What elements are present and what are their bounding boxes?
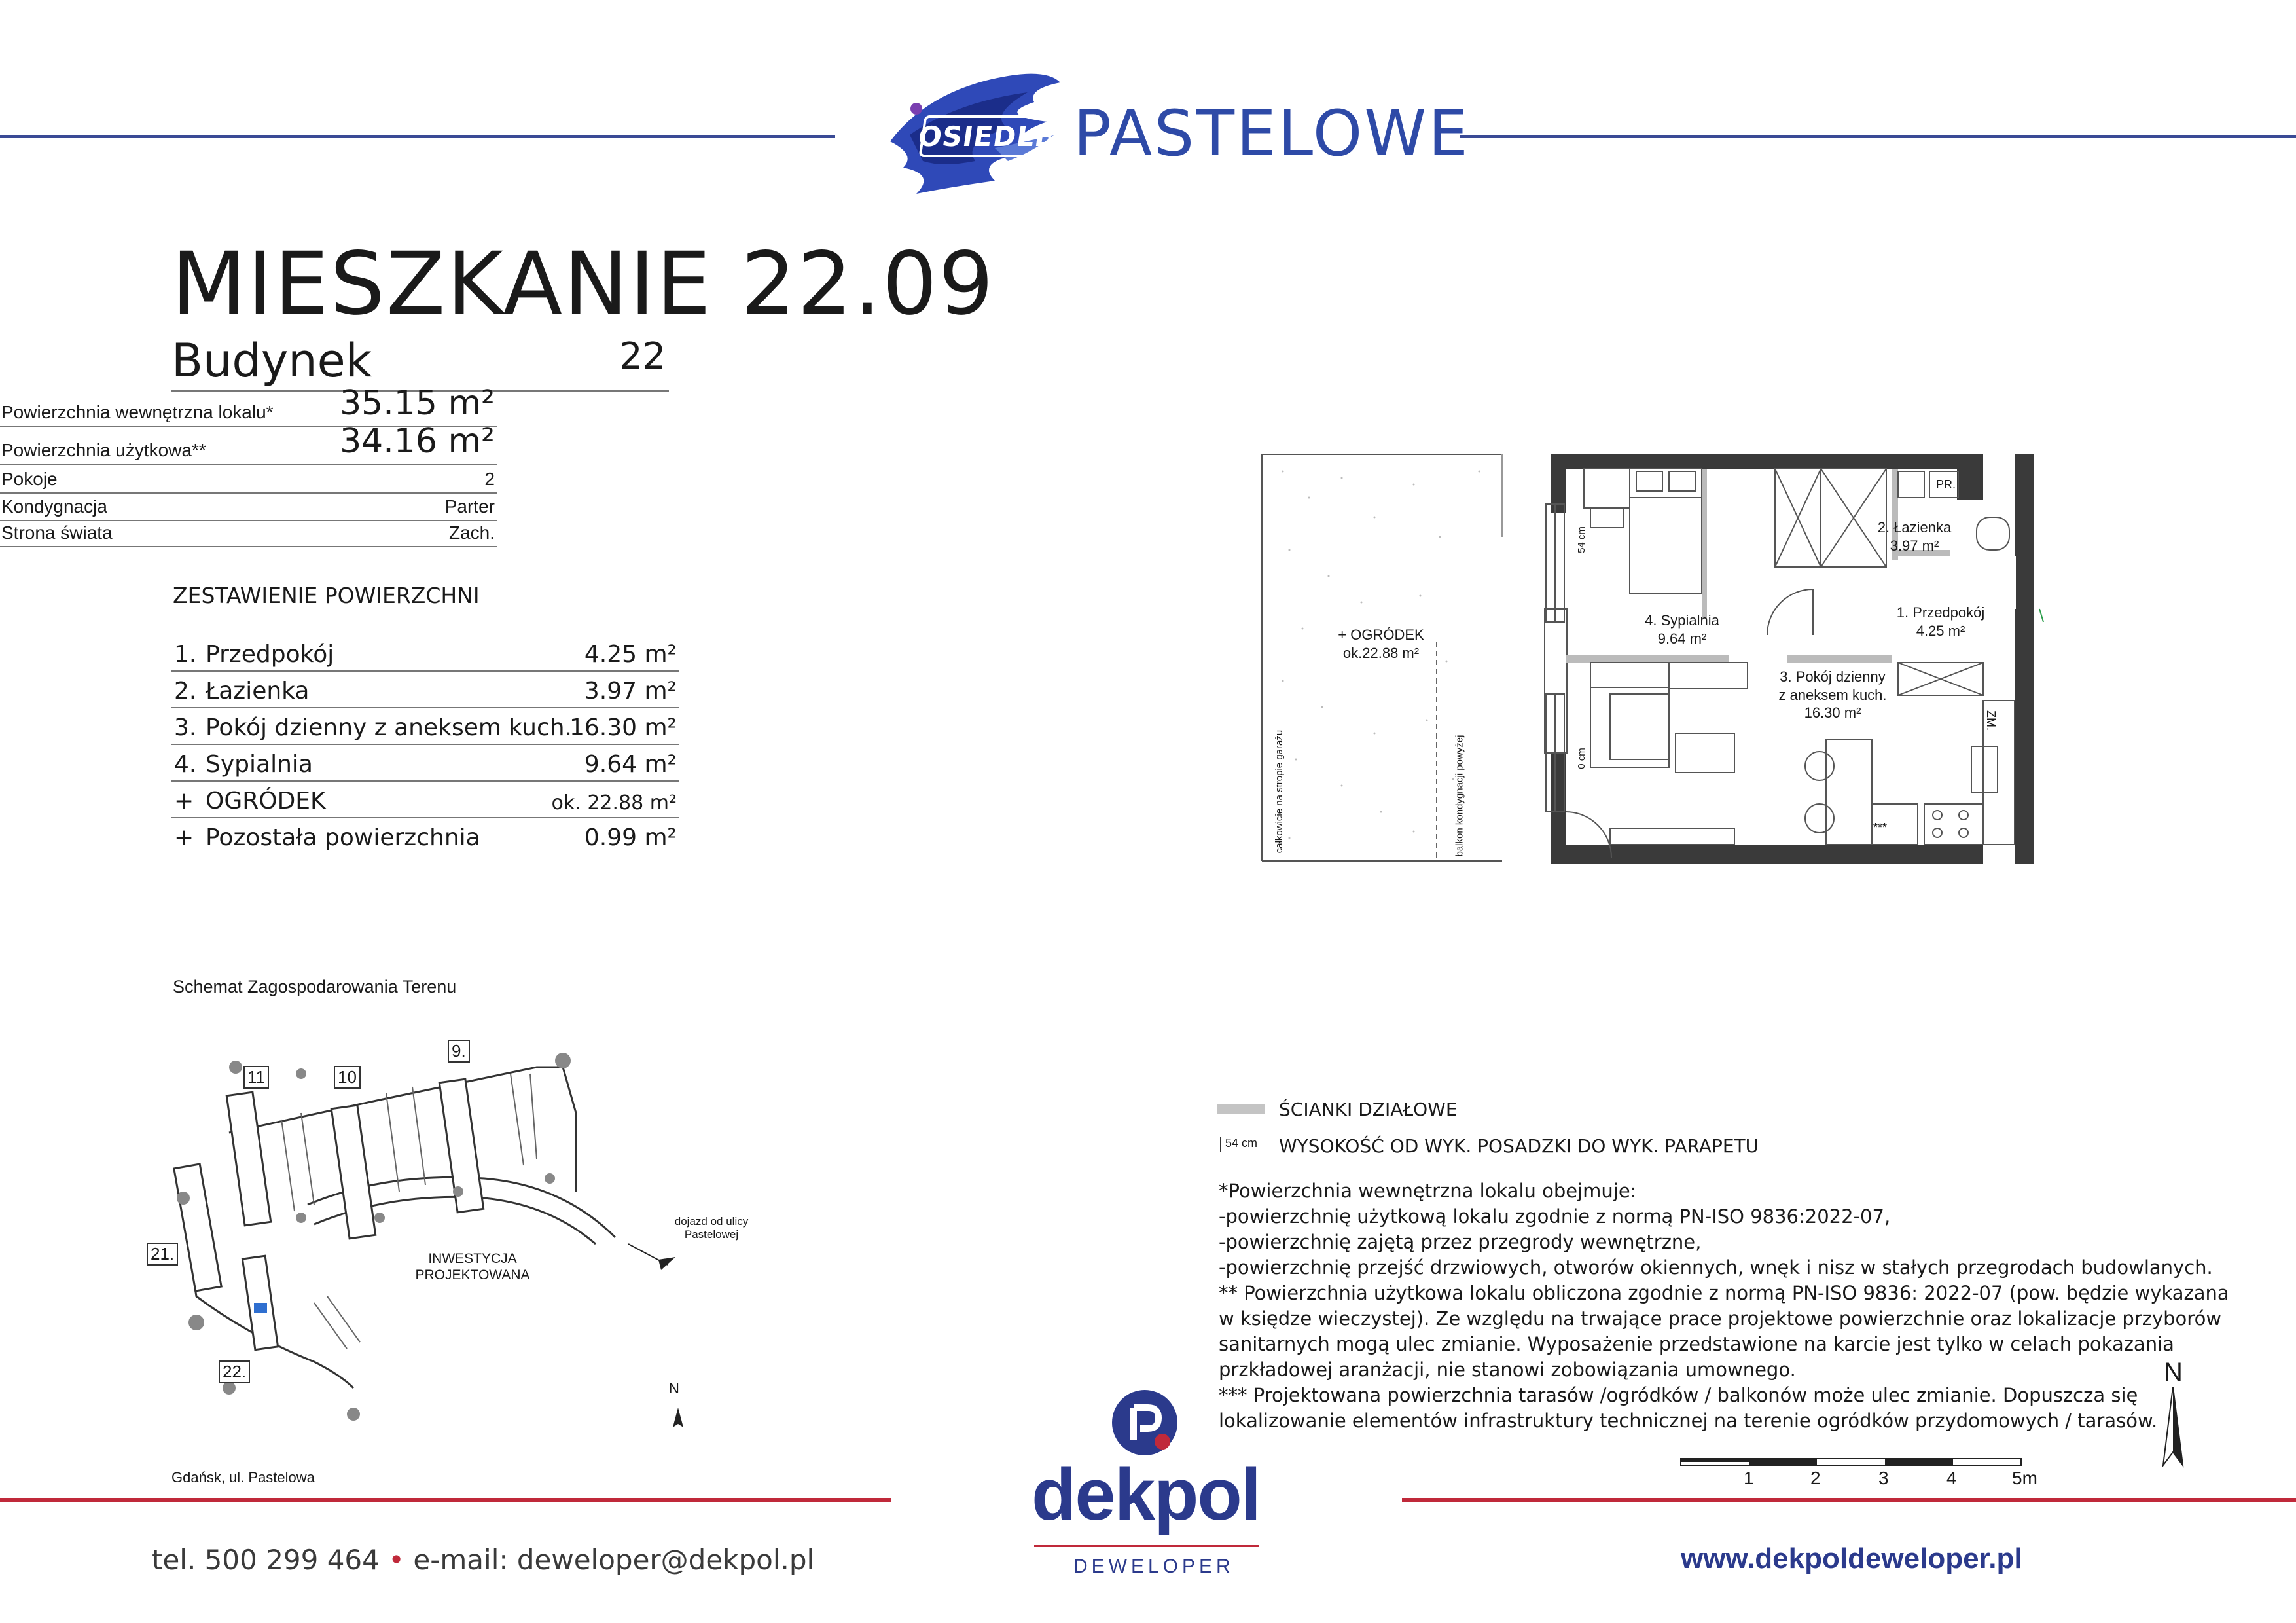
building-label: Budynek <box>171 334 372 388</box>
room-sypialnia-label <box>1630 611 1734 647</box>
area-name: OGRÓDEK <box>206 788 326 814</box>
separator-dot-icon: • <box>388 1544 405 1576</box>
garden-area: ok.22.88 m² <box>1342 644 1420 661</box>
area-name: Przedpokój <box>206 641 334 668</box>
header-rule-left <box>0 135 835 138</box>
website-link[interactable]: www.dekpoldeweloper.pl <box>1681 1542 2022 1575</box>
room-pokoj-name-2: z aneksem kuch. <box>1778 686 1887 703</box>
note-line: *Powierzchnia wewnętrzna lokalu obejmuje: <box>1219 1180 1637 1202</box>
footnotes <box>1219 1178 2229 1434</box>
area-num: 3. <box>174 714 197 741</box>
info-label: Kondygnacja <box>1 496 107 517</box>
note-line: ** Powierzchnia użytkowa lokalu obliczona zgodnie z normą PN-ISO 9836: 2022-07 (pow. będzie wykazana <box>1219 1282 2229 1304</box>
area-name: Pokój dzienny z aneksem kuch. <box>206 714 573 741</box>
triple-star: *** <box>1873 821 1888 834</box>
legend-sill: WYSOKOŚĆ OD WYK. POSADZKI DO WYK. PARAPETU <box>1279 1135 1759 1157</box>
area-value: 0.99 m² <box>584 824 677 851</box>
dekpol-logo-icon <box>1110 1388 1179 1457</box>
note-line: lokalizowanie elementów infrastruktury technicznej na terenie ogródków przydomowych / tarasów. <box>1219 1410 2158 1432</box>
site-building-label: 11 <box>243 1066 269 1089</box>
room-sypialnia-area: 9.64 m² <box>1657 630 1707 647</box>
north-arrow-icon <box>2153 1387 2193 1472</box>
apartment-walls <box>1545 454 2034 864</box>
room-przedpokoj-label <box>1892 604 1990 640</box>
area-value: 9.64 m² <box>584 751 677 778</box>
footer-rule-left <box>0 1498 891 1502</box>
note-line: -powierzchnię przejść drzwiowych, otworów okiennych, wnęk i nisz w stałych przegrodach budowlanych. <box>1219 1256 2213 1279</box>
area-name: Łazienka <box>206 678 310 704</box>
note-line: sanitarnych mogą ulec zmianie. Wyposażenie przedstawione na karcie jest tylko w celach pokazania <box>1219 1333 2174 1355</box>
site-building-label: 9. <box>448 1040 470 1063</box>
contact-line <box>152 1544 814 1576</box>
legend-sill-icon <box>1220 1137 1221 1152</box>
area-name: Sypialnia <box>206 751 313 778</box>
area-row <box>171 708 679 745</box>
info-value: Zach. <box>448 522 495 543</box>
info-value: 34.16 m² <box>340 422 495 461</box>
info-label: Pokoje <box>1 469 58 489</box>
info-row <box>0 422 497 465</box>
scale-tick: 5m <box>2012 1468 2037 1488</box>
area-num: 2. <box>174 678 197 704</box>
header-rule-right <box>1460 135 2296 138</box>
site-building-label: 10 <box>334 1066 361 1089</box>
info-label: Powierzchnia użytkowa** <box>1 440 206 460</box>
scale-bar <box>1679 1456 2046 1469</box>
area-name: Pozostała powierzchnia <box>206 824 480 851</box>
legend-walls: ŚCIANKI DZIAŁOWE <box>1279 1099 1458 1120</box>
site-plan-title: Schemat Zagospodarowania Terenu <box>173 977 457 996</box>
site-north-label: N <box>669 1380 679 1396</box>
garden-label <box>1335 626 1427 662</box>
area-num: + <box>174 824 194 851</box>
garage-note: całkowicie na stropie garażu <box>1273 729 1285 854</box>
site-building-label: 21. <box>147 1243 178 1266</box>
room-lazienka-name: 2. Łazienka <box>1877 519 1952 536</box>
furniture <box>1566 469 2049 858</box>
logo-osiedle: OSIEDLE <box>919 115 1054 157</box>
note-line: -powierzchnię zajętą przez przegrody wewnętrzne, <box>1219 1231 1702 1253</box>
site-investment-label: INWESTYCJA PROJEKTOWANA <box>415 1251 530 1283</box>
phone[interactable]: tel. 500 299 464 <box>152 1544 380 1576</box>
pr-label: PR. <box>1936 478 1956 491</box>
info-value: 2 <box>484 469 495 489</box>
area-value: ok. 22.88 m² <box>551 792 677 814</box>
scale-tick: 4 <box>1946 1468 1957 1488</box>
brand-subtitle: DEWELOPER <box>1073 1556 1234 1577</box>
site-city: Gdańsk, ul. Pastelowa <box>171 1469 315 1486</box>
areas-title: ZESTAWIENIE POWIERZCHNI <box>173 583 480 608</box>
note-line: *** Projektowana powierzchnia tarasów /ogródków / balkonów może ulec zmianie. Dopuszcza się <box>1219 1384 2138 1406</box>
plan-north-label: N <box>2164 1358 2183 1387</box>
page-title: MIESZKANIE 22.09 <box>171 234 995 335</box>
email[interactable]: e-mail: deweloper@dekpol.pl <box>413 1544 815 1576</box>
info-label: Powierzchnia wewnętrzna lokalu* <box>1 402 274 422</box>
area-row <box>171 782 679 818</box>
building-value: 22 <box>619 335 666 378</box>
area-value: 4.25 m² <box>584 641 677 668</box>
area-value: 16.30 m² <box>569 714 677 741</box>
sill-height-2: 0 cm <box>1575 748 1587 769</box>
room-pokoj-label <box>1767 668 1898 722</box>
zm-label: ZM. <box>1984 710 1998 731</box>
room-lazienka-label <box>1865 519 1964 555</box>
note-line: przkładowej aranżacji, nie stanowi zobowiązania umownego. <box>1219 1359 1796 1381</box>
scale-tick: 3 <box>1878 1468 1889 1488</box>
note-line: -powierzchnię użytkową lokalu zgodnie z normą PN-ISO 9836:2022-07, <box>1219 1205 1891 1228</box>
note-line: w księdze wieczystej). Ze względu na trwające prace projektowe powierzchnie oraz lokalizacje przyborów <box>1219 1307 2222 1330</box>
room-sypialnia-name: 4. Sypialnia <box>1645 612 1719 629</box>
info-row <box>0 494 497 521</box>
site-north-icon <box>673 1408 683 1427</box>
area-num: 1. <box>174 641 197 668</box>
room-lazienka-area: 3.97 m² <box>1890 537 1939 554</box>
area-row <box>171 818 679 854</box>
sill-height-1: 54 cm <box>1575 526 1587 553</box>
info-label: Strona świata <box>1 522 113 543</box>
site-building-label: 22. <box>219 1360 250 1383</box>
brand-rule <box>1034 1545 1259 1547</box>
room-przedpokoj-area: 4.25 m² <box>1916 622 1965 639</box>
area-num: 4. <box>174 751 197 778</box>
balcony-note: balkon kondygnacji powyżej <box>1454 735 1465 857</box>
area-row <box>171 745 679 782</box>
room-pokoj-area: 16.30 m² <box>1804 704 1861 721</box>
info-value: Parter <box>444 496 495 517</box>
logo-pastelowe: PASTELOWE <box>1073 97 1470 170</box>
room-przedpokoj-name: 1. Przedpokój <box>1896 604 1985 621</box>
area-row <box>171 672 679 708</box>
legend-wall-swatch <box>1217 1104 1265 1114</box>
info-value: 35.15 m² <box>340 384 495 423</box>
area-num: + <box>174 788 194 814</box>
scale-tick: 1 <box>1744 1468 1754 1488</box>
info-row <box>0 465 497 494</box>
area-value: 3.97 m² <box>584 678 677 704</box>
room-pokoj-name: 3. Pokój dzienny <box>1780 668 1886 685</box>
scale-tick: 2 <box>1810 1468 1821 1488</box>
footer-rule-right <box>1402 1498 2296 1502</box>
legend-sill-sample: 54 cm <box>1225 1137 1258 1150</box>
area-row <box>171 635 679 672</box>
site-access-label: dojazd od ulicy Pastelowej <box>674 1215 749 1241</box>
garden-name: + OGRÓDEK <box>1338 627 1424 643</box>
brand-name: dekpol <box>1031 1453 1260 1535</box>
info-row <box>0 521 497 547</box>
